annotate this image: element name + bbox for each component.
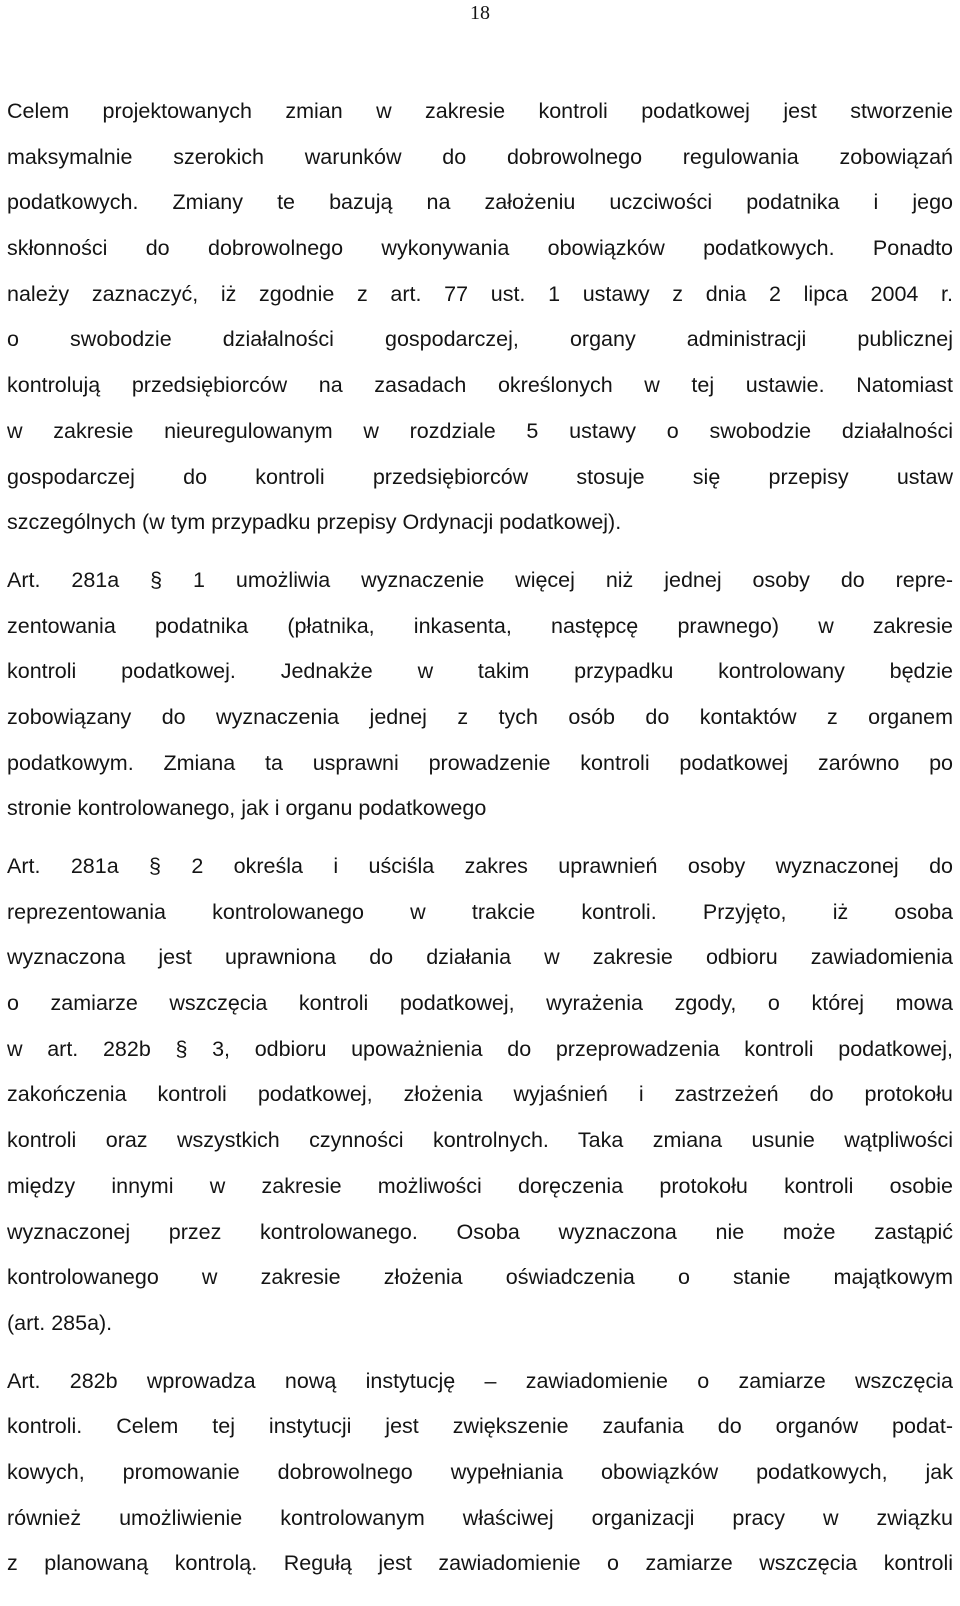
text-line: podatkowym. Zmiana ta usprawni prowadzenie kontroli podatkowej zarówno po bbox=[7, 750, 953, 775]
text-line: szczególnych (w tym przypadku przepisy Ordynacji podatkowej). bbox=[7, 510, 622, 535]
text-line: w art. 282b § 3, odbioru upoważnienia do przeprowadzenia kontroli podatkowej, bbox=[7, 1036, 953, 1061]
text-line: w zakresie nieuregulowanym w rozdziale 5 ustawy o swobodzie działalności bbox=[7, 418, 953, 443]
text-line: podatkowych. Zmiany te bazują na założeniu uczciwości podatnika i jego bbox=[7, 190, 953, 215]
text-line: gospodarczej do kontroli przedsiębiorców stosuje się przepisy ustaw bbox=[7, 464, 953, 489]
text-line: o swobodzie działalności gospodarczej, organy administracji publicznej bbox=[7, 327, 953, 352]
text-line: stronie kontrolowanego, jak i organu podatkowego bbox=[7, 796, 487, 821]
text-line: między innymi w zakresie możliwości doręczenia protokołu kontroli osobie bbox=[7, 1173, 953, 1198]
text-line: maksymalnie szerokich warunków do dobrowolnego regulowania zobowiązań bbox=[7, 144, 953, 169]
text-line: skłonności do dobrowolnego wykonywania obowiązków podatkowych. Ponadto bbox=[7, 236, 953, 261]
text-line: kowych, promowanie dobrowolnego wypełniania obowiązków podatkowych, jak bbox=[7, 1459, 953, 1484]
text-line: należy zaznaczyć, iż zgodnie z art. 77 ust. 1 ustawy z dnia 2 lipca 2004 r. bbox=[7, 281, 953, 306]
paragraph-3 bbox=[7, 844, 953, 1347]
text-line: o zamiarze wszczęcia kontroli podatkowej, wyrażenia zgody, o której mowa bbox=[7, 991, 953, 1016]
text-line: reprezentowania kontrolowanego w trakcie kontroli. Przyjęto, iż osoba bbox=[7, 899, 953, 924]
paragraph-2 bbox=[7, 558, 953, 832]
text-line: wyznaczonej przez kontrolowanego. Osoba wyznaczona nie może zastąpić bbox=[7, 1219, 953, 1244]
text-line: wyznaczona jest uprawniona do działania w zakresie odbioru zawiadomienia bbox=[7, 945, 953, 970]
text-line: zakończenia kontroli podatkowej, złożenia wyjaśnień i zastrzeżeń do protokołu bbox=[7, 1082, 953, 1107]
text-line: Art. 282b wprowadza nową instytucję – zawiadomienie o zamiarze wszczęcia bbox=[7, 1368, 953, 1393]
paragraph-1 bbox=[7, 89, 953, 546]
text-line: (art. 285a). bbox=[7, 1310, 113, 1335]
text-line: również umożliwienie kontrolowanym właściwej organizacji pracy w związku bbox=[7, 1505, 953, 1530]
text-line: kontrolują przedsiębiorców na zasadach określonych w tej ustawie. Natomiast bbox=[7, 373, 953, 398]
text-line: zobowiązany do wyznaczenia jednej z tych osób do kontaktów z organem bbox=[7, 704, 953, 729]
text-line: zentowania podatnika (płatnika, inkasenta, następcę prawnego) w zakresie bbox=[7, 613, 953, 638]
text-line: Celem projektowanych zmian w zakresie kontroli podatkowej jest stworzenie bbox=[7, 99, 953, 123]
page-number: 18 bbox=[470, 2, 490, 24]
text-line: Art. 281a § 1 umożliwia wyznaczenie więcej niż jednej osoby do repre- bbox=[7, 567, 953, 592]
text-line: kontroli oraz wszystkich czynności kontrolnych. Taka zmiana usunie wątpliwości bbox=[7, 1128, 953, 1153]
text-line: kontroli podatkowej. Jednakże w takim przypadku kontrolowany będzie bbox=[7, 659, 953, 684]
text-line: kontrolowanego w zakresie złożenia oświadczenia o stanie majątkowym bbox=[7, 1265, 953, 1290]
text-line: z planowaną kontrolą. Regułą jest zawiadomienie o zamiarze wszczęcia kontroli bbox=[7, 1551, 953, 1576]
paragraph-4 bbox=[7, 1359, 953, 1587]
text-line: kontroli. Celem tej instytucji jest zwiększenie zaufania do organów podat- bbox=[7, 1414, 953, 1439]
page-body bbox=[7, 89, 953, 1587]
text-line: Art. 281a § 2 określa i uściśla zakres uprawnień osoby wyznaczonej do bbox=[7, 854, 953, 878]
